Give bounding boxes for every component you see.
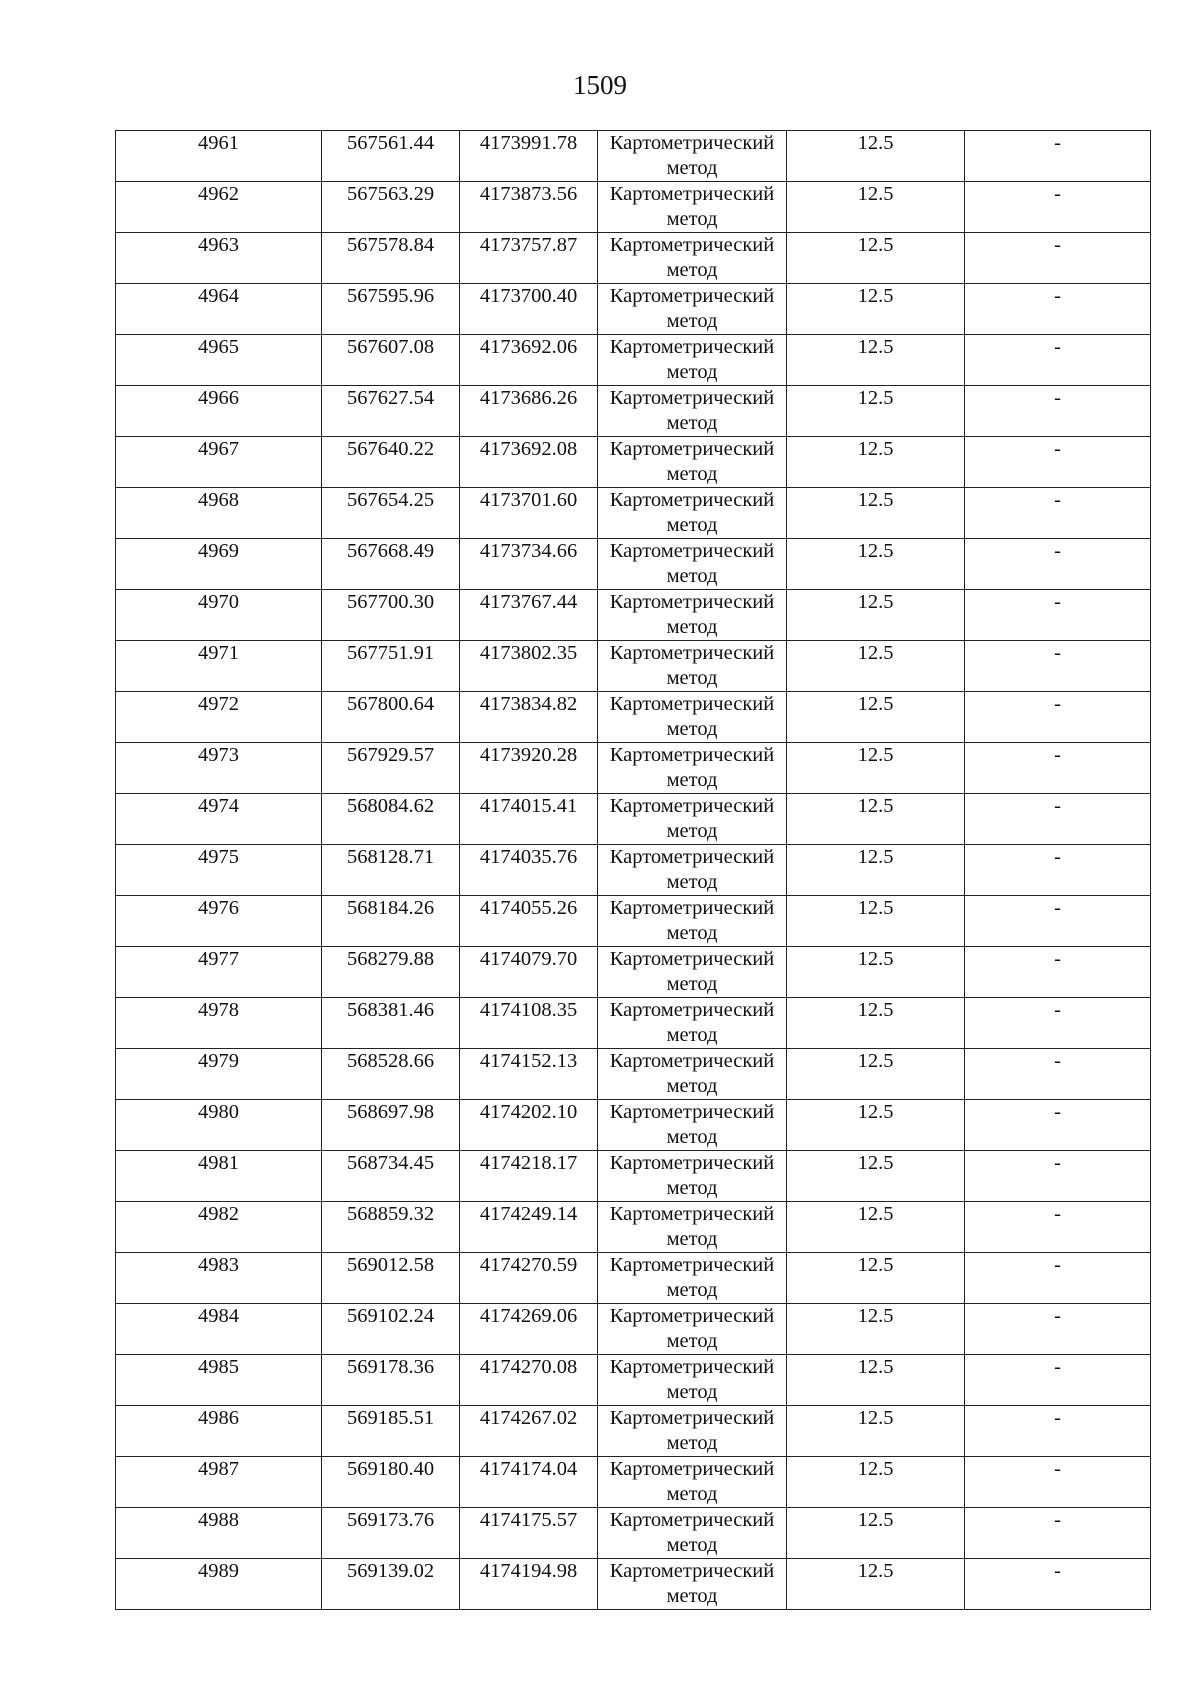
- x-coordinate-cell: 568128.71: [322, 845, 460, 896]
- y-coordinate-cell: 4173757.87: [460, 233, 598, 284]
- y-coordinate-cell: 4174202.10: [460, 1100, 598, 1151]
- note-cell: -: [965, 437, 1151, 488]
- method-cell: Картометрический метод: [598, 743, 787, 794]
- accuracy-cell: 12.5: [787, 998, 965, 1049]
- note-cell: -: [965, 641, 1151, 692]
- point-number-cell: 4980: [116, 1100, 322, 1151]
- table-row: [116, 1151, 1151, 1202]
- table-row: [116, 947, 1151, 998]
- point-number-cell: 4977: [116, 947, 322, 998]
- accuracy-cell: 12.5: [787, 233, 965, 284]
- table-row: [116, 896, 1151, 947]
- y-coordinate-cell: 4173920.28: [460, 743, 598, 794]
- table-row: [116, 1253, 1151, 1304]
- method-cell: Картометрический метод: [598, 1049, 787, 1100]
- point-number-cell: 4962: [116, 182, 322, 233]
- point-number-cell: 4971: [116, 641, 322, 692]
- point-number-cell: 4986: [116, 1406, 322, 1457]
- note-cell: -: [965, 182, 1151, 233]
- note-cell: -: [965, 539, 1151, 590]
- point-number-cell: 4981: [116, 1151, 322, 1202]
- note-cell: -: [965, 947, 1151, 998]
- accuracy-cell: 12.5: [787, 743, 965, 794]
- x-coordinate-cell: 567700.30: [322, 590, 460, 641]
- point-number-cell: 4979: [116, 1049, 322, 1100]
- table-row: [116, 1355, 1151, 1406]
- x-coordinate-cell: 568184.26: [322, 896, 460, 947]
- note-cell: -: [965, 284, 1151, 335]
- table-row: [116, 233, 1151, 284]
- point-number-cell: 4965: [116, 335, 322, 386]
- method-cell: Картометрический метод: [598, 539, 787, 590]
- method-cell: Картометрический метод: [598, 437, 787, 488]
- y-coordinate-cell: 4174015.41: [460, 794, 598, 845]
- y-coordinate-cell: 4173834.82: [460, 692, 598, 743]
- x-coordinate-cell: 569012.58: [322, 1253, 460, 1304]
- x-coordinate-cell: 567578.84: [322, 233, 460, 284]
- x-coordinate-cell: 569180.40: [322, 1457, 460, 1508]
- y-coordinate-cell: 4173767.44: [460, 590, 598, 641]
- y-coordinate-cell: 4173873.56: [460, 182, 598, 233]
- x-coordinate-cell: 569102.24: [322, 1304, 460, 1355]
- note-cell: -: [965, 233, 1151, 284]
- point-number-cell: 4976: [116, 896, 322, 947]
- point-number-cell: 4978: [116, 998, 322, 1049]
- table-row: [116, 1049, 1151, 1100]
- y-coordinate-cell: 4174194.98: [460, 1559, 598, 1610]
- note-cell: -: [965, 1151, 1151, 1202]
- accuracy-cell: 12.5: [787, 845, 965, 896]
- accuracy-cell: 12.5: [787, 1100, 965, 1151]
- x-coordinate-cell: 569185.51: [322, 1406, 460, 1457]
- accuracy-cell: 12.5: [787, 284, 965, 335]
- point-number-cell: 4974: [116, 794, 322, 845]
- method-cell: Картометрический метод: [598, 1202, 787, 1253]
- method-cell: Картометрический метод: [598, 284, 787, 335]
- x-coordinate-cell: 567654.25: [322, 488, 460, 539]
- table-row: [116, 131, 1151, 182]
- point-number-cell: 4983: [116, 1253, 322, 1304]
- method-cell: Картометрический метод: [598, 1508, 787, 1559]
- method-cell: Картометрический метод: [598, 1559, 787, 1610]
- x-coordinate-cell: 567607.08: [322, 335, 460, 386]
- table-row: [116, 1202, 1151, 1253]
- method-cell: Картометрический метод: [598, 794, 787, 845]
- y-coordinate-cell: 4173692.06: [460, 335, 598, 386]
- coordinates-table: [115, 130, 1151, 1610]
- accuracy-cell: 12.5: [787, 1202, 965, 1253]
- method-cell: Картометрический метод: [598, 1457, 787, 1508]
- note-cell: -: [965, 386, 1151, 437]
- x-coordinate-cell: 567640.22: [322, 437, 460, 488]
- x-coordinate-cell: 567800.64: [322, 692, 460, 743]
- point-number-cell: 4989: [116, 1559, 322, 1610]
- accuracy-cell: 12.5: [787, 437, 965, 488]
- method-cell: Картометрический метод: [598, 692, 787, 743]
- point-number-cell: 4973: [116, 743, 322, 794]
- point-number-cell: 4987: [116, 1457, 322, 1508]
- x-coordinate-cell: 567668.49: [322, 539, 460, 590]
- x-coordinate-cell: 568528.66: [322, 1049, 460, 1100]
- note-cell: -: [965, 1559, 1151, 1610]
- y-coordinate-cell: 4174174.04: [460, 1457, 598, 1508]
- table-row: [116, 590, 1151, 641]
- y-coordinate-cell: 4174152.13: [460, 1049, 598, 1100]
- y-coordinate-cell: 4174270.59: [460, 1253, 598, 1304]
- point-number-cell: 4961: [116, 131, 322, 182]
- table-row: [116, 488, 1151, 539]
- x-coordinate-cell: 567627.54: [322, 386, 460, 437]
- y-coordinate-cell: 4173701.60: [460, 488, 598, 539]
- y-coordinate-cell: 4174055.26: [460, 896, 598, 947]
- accuracy-cell: 12.5: [787, 1406, 965, 1457]
- table-row: [116, 1559, 1151, 1610]
- method-cell: Картометрический метод: [598, 1355, 787, 1406]
- accuracy-cell: 12.5: [787, 335, 965, 386]
- note-cell: -: [965, 488, 1151, 539]
- note-cell: -: [965, 1508, 1151, 1559]
- note-cell: -: [965, 131, 1151, 182]
- x-coordinate-cell: 568859.32: [322, 1202, 460, 1253]
- table-row: [116, 1508, 1151, 1559]
- note-cell: -: [965, 794, 1151, 845]
- x-coordinate-cell: 567751.91: [322, 641, 460, 692]
- method-cell: Картометрический метод: [598, 998, 787, 1049]
- method-cell: Картометрический метод: [598, 896, 787, 947]
- accuracy-cell: 12.5: [787, 1304, 965, 1355]
- y-coordinate-cell: 4173802.35: [460, 641, 598, 692]
- method-cell: Картометрический метод: [598, 335, 787, 386]
- x-coordinate-cell: 567595.96: [322, 284, 460, 335]
- y-coordinate-cell: 4174270.08: [460, 1355, 598, 1406]
- method-cell: Картометрический метод: [598, 845, 787, 896]
- method-cell: Картометрический метод: [598, 131, 787, 182]
- x-coordinate-cell: 567929.57: [322, 743, 460, 794]
- x-coordinate-cell: 569173.76: [322, 1508, 460, 1559]
- accuracy-cell: 12.5: [787, 641, 965, 692]
- x-coordinate-cell: 568381.46: [322, 998, 460, 1049]
- accuracy-cell: 12.5: [787, 1049, 965, 1100]
- accuracy-cell: 12.5: [787, 1355, 965, 1406]
- note-cell: -: [965, 1304, 1151, 1355]
- accuracy-cell: 12.5: [787, 1457, 965, 1508]
- accuracy-cell: 12.5: [787, 1253, 965, 1304]
- x-coordinate-cell: 569139.02: [322, 1559, 460, 1610]
- point-number-cell: 4964: [116, 284, 322, 335]
- y-coordinate-cell: 4173734.66: [460, 539, 598, 590]
- note-cell: -: [965, 1049, 1151, 1100]
- y-coordinate-cell: 4174218.17: [460, 1151, 598, 1202]
- note-cell: -: [965, 743, 1151, 794]
- x-coordinate-cell: 568734.45: [322, 1151, 460, 1202]
- method-cell: Картометрический метод: [598, 1406, 787, 1457]
- note-cell: -: [965, 1202, 1151, 1253]
- point-number-cell: 4985: [116, 1355, 322, 1406]
- accuracy-cell: 12.5: [787, 947, 965, 998]
- y-coordinate-cell: 4173700.40: [460, 284, 598, 335]
- y-coordinate-cell: 4174079.70: [460, 947, 598, 998]
- x-coordinate-cell: 568697.98: [322, 1100, 460, 1151]
- accuracy-cell: 12.5: [787, 386, 965, 437]
- method-cell: Картометрический метод: [598, 182, 787, 233]
- note-cell: -: [965, 845, 1151, 896]
- y-coordinate-cell: 4173991.78: [460, 131, 598, 182]
- method-cell: Картометрический метод: [598, 590, 787, 641]
- method-cell: Картометрический метод: [598, 233, 787, 284]
- table-row: [116, 1100, 1151, 1151]
- point-number-cell: 4963: [116, 233, 322, 284]
- point-number-cell: 4970: [116, 590, 322, 641]
- table-row: [116, 1304, 1151, 1355]
- x-coordinate-cell: 569178.36: [322, 1355, 460, 1406]
- note-cell: -: [965, 692, 1151, 743]
- accuracy-cell: 12.5: [787, 1559, 965, 1610]
- y-coordinate-cell: 4174035.76: [460, 845, 598, 896]
- table-row: [116, 998, 1151, 1049]
- method-cell: Картометрический метод: [598, 1253, 787, 1304]
- y-coordinate-cell: 4174249.14: [460, 1202, 598, 1253]
- coordinates-table-body: [116, 131, 1151, 1610]
- note-cell: -: [965, 1406, 1151, 1457]
- method-cell: Картометрический метод: [598, 947, 787, 998]
- point-number-cell: 4967: [116, 437, 322, 488]
- x-coordinate-cell: 567561.44: [322, 131, 460, 182]
- table-row: [116, 539, 1151, 590]
- y-coordinate-cell: 4174267.02: [460, 1406, 598, 1457]
- note-cell: -: [965, 998, 1151, 1049]
- y-coordinate-cell: 4174175.57: [460, 1508, 598, 1559]
- accuracy-cell: 12.5: [787, 1508, 965, 1559]
- point-number-cell: 4966: [116, 386, 322, 437]
- point-number-cell: 4988: [116, 1508, 322, 1559]
- method-cell: Картометрический метод: [598, 1304, 787, 1355]
- note-cell: -: [965, 1100, 1151, 1151]
- y-coordinate-cell: 4173692.08: [460, 437, 598, 488]
- note-cell: -: [965, 1457, 1151, 1508]
- accuracy-cell: 12.5: [787, 692, 965, 743]
- table-row: [116, 386, 1151, 437]
- accuracy-cell: 12.5: [787, 896, 965, 947]
- accuracy-cell: 12.5: [787, 1151, 965, 1202]
- x-coordinate-cell: 568084.62: [322, 794, 460, 845]
- accuracy-cell: 12.5: [787, 182, 965, 233]
- table-row: [116, 794, 1151, 845]
- accuracy-cell: 12.5: [787, 539, 965, 590]
- method-cell: Картометрический метод: [598, 1151, 787, 1202]
- point-number-cell: 4982: [116, 1202, 322, 1253]
- method-cell: Картометрический метод: [598, 641, 787, 692]
- point-number-cell: 4972: [116, 692, 322, 743]
- note-cell: -: [965, 335, 1151, 386]
- table-row: [116, 1457, 1151, 1508]
- accuracy-cell: 12.5: [787, 590, 965, 641]
- method-cell: Картометрический метод: [598, 386, 787, 437]
- method-cell: Картометрический метод: [598, 1100, 787, 1151]
- point-number-cell: 4969: [116, 539, 322, 590]
- note-cell: -: [965, 1253, 1151, 1304]
- accuracy-cell: 12.5: [787, 794, 965, 845]
- table-row: [116, 641, 1151, 692]
- point-number-cell: 4984: [116, 1304, 322, 1355]
- note-cell: -: [965, 590, 1151, 641]
- table-row: [116, 437, 1151, 488]
- table-row: [116, 692, 1151, 743]
- y-coordinate-cell: 4174269.06: [460, 1304, 598, 1355]
- accuracy-cell: 12.5: [787, 488, 965, 539]
- note-cell: -: [965, 896, 1151, 947]
- point-number-cell: 4968: [116, 488, 322, 539]
- table-row: [116, 335, 1151, 386]
- note-cell: -: [965, 1355, 1151, 1406]
- x-coordinate-cell: 568279.88: [322, 947, 460, 998]
- table-row: [116, 1406, 1151, 1457]
- y-coordinate-cell: 4174108.35: [460, 998, 598, 1049]
- method-cell: Картометрический метод: [598, 488, 787, 539]
- x-coordinate-cell: 567563.29: [322, 182, 460, 233]
- page-number: 1509: [573, 70, 627, 100]
- point-number-cell: 4975: [116, 845, 322, 896]
- table-row: [116, 284, 1151, 335]
- table-row: [116, 845, 1151, 896]
- table-row: [116, 743, 1151, 794]
- table-row: [116, 182, 1151, 233]
- accuracy-cell: 12.5: [787, 131, 965, 182]
- y-coordinate-cell: 4173686.26: [460, 386, 598, 437]
